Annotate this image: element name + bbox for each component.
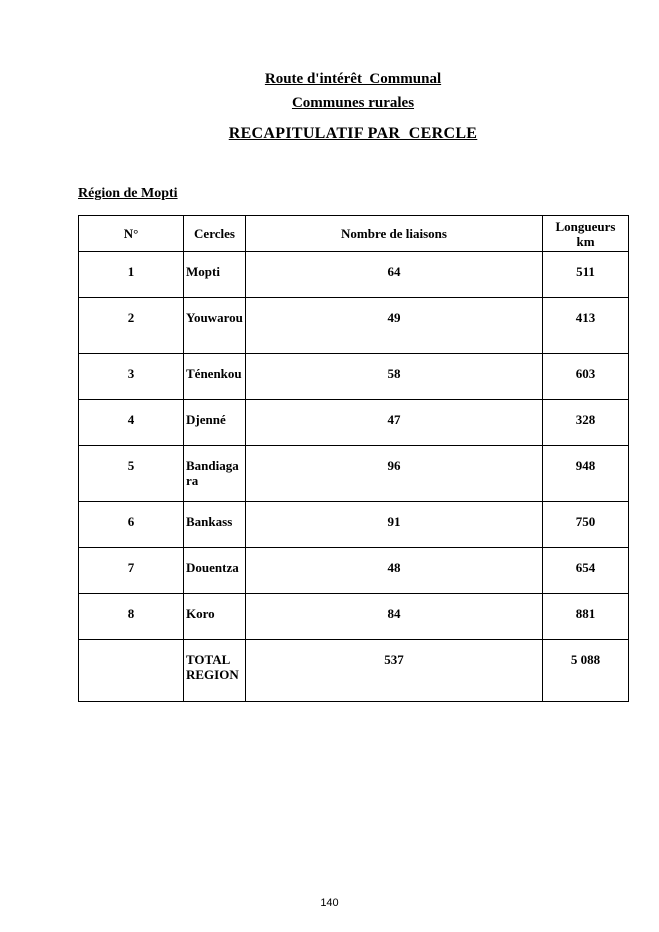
cell-liaisons: 58 bbox=[246, 354, 543, 400]
cell-longueur: 603 bbox=[543, 354, 629, 400]
cell-numero: 3 bbox=[79, 354, 184, 400]
region-heading: Région de Mopti bbox=[78, 186, 178, 201]
cell-cercle: Djenné bbox=[184, 400, 246, 446]
cell-liaisons: 96 bbox=[246, 446, 543, 502]
header-longueurs: Longueurs km bbox=[543, 216, 629, 252]
cell-longueur: 750 bbox=[543, 502, 629, 548]
table-row bbox=[79, 400, 629, 446]
cell-liaisons: 84 bbox=[246, 594, 543, 640]
table-row bbox=[79, 502, 629, 548]
page-number: 140 bbox=[320, 897, 339, 909]
cell-liaisons: 64 bbox=[246, 252, 543, 298]
table-row bbox=[79, 446, 629, 502]
table-row bbox=[79, 640, 629, 702]
cell-cercle: TOTAL REGION bbox=[184, 640, 246, 702]
table-row bbox=[79, 594, 629, 640]
header-cercles: Cercles bbox=[184, 216, 246, 252]
cell-liaisons: 48 bbox=[246, 548, 543, 594]
header-liaisons: Nombre de liaisons bbox=[246, 216, 543, 252]
table-row bbox=[79, 298, 629, 354]
cell-longueur: 5 088 bbox=[543, 640, 629, 702]
cell-cercle: Douentza bbox=[184, 548, 246, 594]
table-header-row bbox=[79, 216, 629, 252]
cell-cercle: Mopti bbox=[184, 252, 246, 298]
cell-longueur: 654 bbox=[543, 548, 629, 594]
cell-cercle: Ténenkou bbox=[184, 354, 246, 400]
cell-liaisons: 49 bbox=[246, 298, 543, 354]
cell-numero: 6 bbox=[79, 502, 184, 548]
cell-numero: 7 bbox=[79, 548, 184, 594]
cell-longueur: 881 bbox=[543, 594, 629, 640]
cell-numero: 4 bbox=[79, 400, 184, 446]
header-numero: N° bbox=[79, 216, 184, 252]
document-title: Route d'intérêt Communal bbox=[264, 71, 442, 87]
cell-longueur: 511 bbox=[543, 252, 629, 298]
title-block bbox=[78, 0, 628, 145]
cell-numero: 8 bbox=[79, 594, 184, 640]
cell-liaisons: 47 bbox=[246, 400, 543, 446]
cell-longueur: 413 bbox=[543, 298, 629, 354]
table-row bbox=[79, 354, 629, 400]
cell-cercle: Bandiagara bbox=[184, 446, 246, 502]
table-row bbox=[79, 252, 629, 298]
cell-longueur: 948 bbox=[543, 446, 629, 502]
document-subtitle: Communes rurales bbox=[291, 95, 415, 111]
cell-cercle: Koro bbox=[184, 594, 246, 640]
cell-cercle: Bankass bbox=[184, 502, 246, 548]
cell-liaisons: 537 bbox=[246, 640, 543, 702]
cell-cercle: Youwarou bbox=[184, 298, 246, 354]
content-area bbox=[78, 0, 628, 702]
recap-title: RECAPITULATIF PAR CERCLE bbox=[228, 125, 478, 142]
cell-liaisons: 91 bbox=[246, 502, 543, 548]
cell-numero: 2 bbox=[79, 298, 184, 354]
cell-numero: 5 bbox=[79, 446, 184, 502]
cell-numero bbox=[79, 640, 184, 702]
recap-table bbox=[78, 215, 629, 702]
table-row bbox=[79, 548, 629, 594]
cell-longueur: 328 bbox=[543, 400, 629, 446]
cell-numero: 1 bbox=[79, 252, 184, 298]
